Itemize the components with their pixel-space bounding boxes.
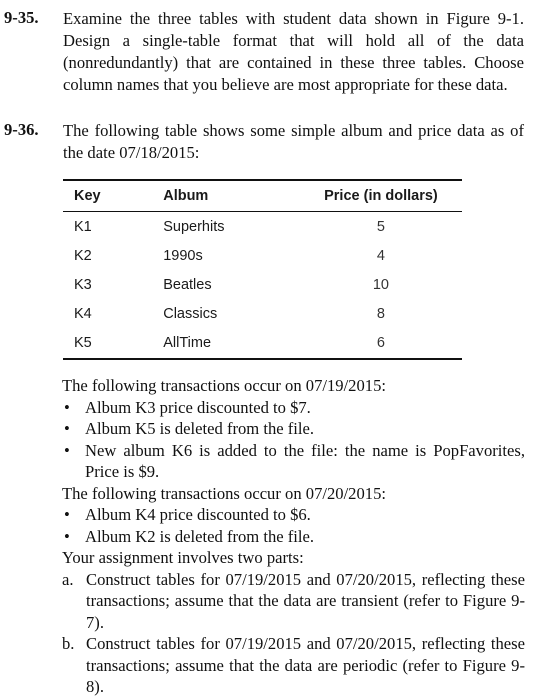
header-album: Album: [163, 180, 300, 212]
list-item: [62, 418, 525, 440]
bullet-icon: •: [64, 526, 70, 546]
part-label: b.: [62, 634, 75, 653]
cell-price: 10: [372, 276, 389, 293]
part-text: Construct tables for 07/19/2015 and 07/20/2015, reflecting these transactions; assume that the data are transient (refer to Figure 9-7).: [86, 569, 525, 632]
part-label: a.: [62, 569, 74, 589]
cell-album: Beatles: [163, 276, 212, 293]
list-item-text: New album K6 is added to the file: the name is PopFavorites, Price is $9.: [85, 440, 525, 481]
part-text: Construct tables for 07/19/2015 and 07/20/2015, reflecting these transactions; assume that the data are periodic (refer to Figure 9-8).: [86, 634, 525, 696]
cell-key: K1: [74, 218, 92, 235]
table-row: [63, 299, 462, 328]
cell-album: Superhits: [163, 218, 225, 235]
problem-number: 9-35.: [4, 8, 39, 27]
assignment-part: [62, 633, 525, 698]
bullet-icon: •: [64, 440, 70, 460]
header-price: Price (in dollars): [300, 180, 462, 212]
cell-price: 4: [376, 247, 385, 264]
table-row: [63, 328, 462, 359]
cell-key: K3: [74, 276, 92, 293]
problem-text: The following table shows some simple album and price data as of the date 07/18/2015:: [63, 121, 524, 162]
list-item: [62, 397, 525, 419]
problem-text: Examine the three tables with student data shown in Figure 9-1. Design a single-table format that will hold all of the data (nonredundantly) that are contained in these three tables. Choose column names that you believe are most appropriate for these data.: [63, 9, 524, 94]
cell-key: K2: [74, 247, 92, 264]
header-key: Key: [63, 180, 163, 212]
assignment-part: [62, 569, 525, 634]
transactions-intro-2: The following transactions occur on 07/20/2015:: [62, 483, 386, 503]
list-item-text: Album K2 is deleted from the file.: [85, 526, 315, 546]
cell-album: Classics: [163, 305, 218, 322]
list-item-text: Album K5 is deleted from the file.: [85, 419, 315, 438]
table-row: [63, 241, 462, 270]
bullet-icon: •: [64, 397, 70, 417]
table-header-row: [63, 180, 462, 212]
problem-number: 9-36.: [4, 120, 39, 139]
transactions-section: [62, 375, 525, 698]
list-item: [62, 526, 525, 548]
bullet-icon: •: [64, 419, 70, 438]
cell-album: AllTime: [163, 328, 300, 359]
list-item: [62, 440, 525, 483]
table-row: [63, 212, 462, 242]
assignment-intro: Your assignment involves two parts:: [62, 548, 304, 567]
cell-key: K4: [74, 305, 92, 322]
cell-album: 1990s: [163, 247, 203, 264]
album-price-table: [63, 179, 462, 360]
list-item-text: Album K4 price discounted to $6.: [85, 505, 311, 524]
list-item-text: Album K3 price discounted to $7.: [85, 397, 311, 417]
list-item: [62, 504, 525, 526]
cell-price: 5: [376, 218, 385, 235]
table-row: [63, 270, 462, 299]
cell-key: K5: [63, 328, 163, 359]
transactions-intro-1: The following transactions occur on 07/19/2015:: [62, 376, 386, 395]
cell-price: 6: [300, 328, 462, 359]
bullet-icon: •: [64, 505, 70, 524]
cell-price: 8: [376, 305, 385, 322]
